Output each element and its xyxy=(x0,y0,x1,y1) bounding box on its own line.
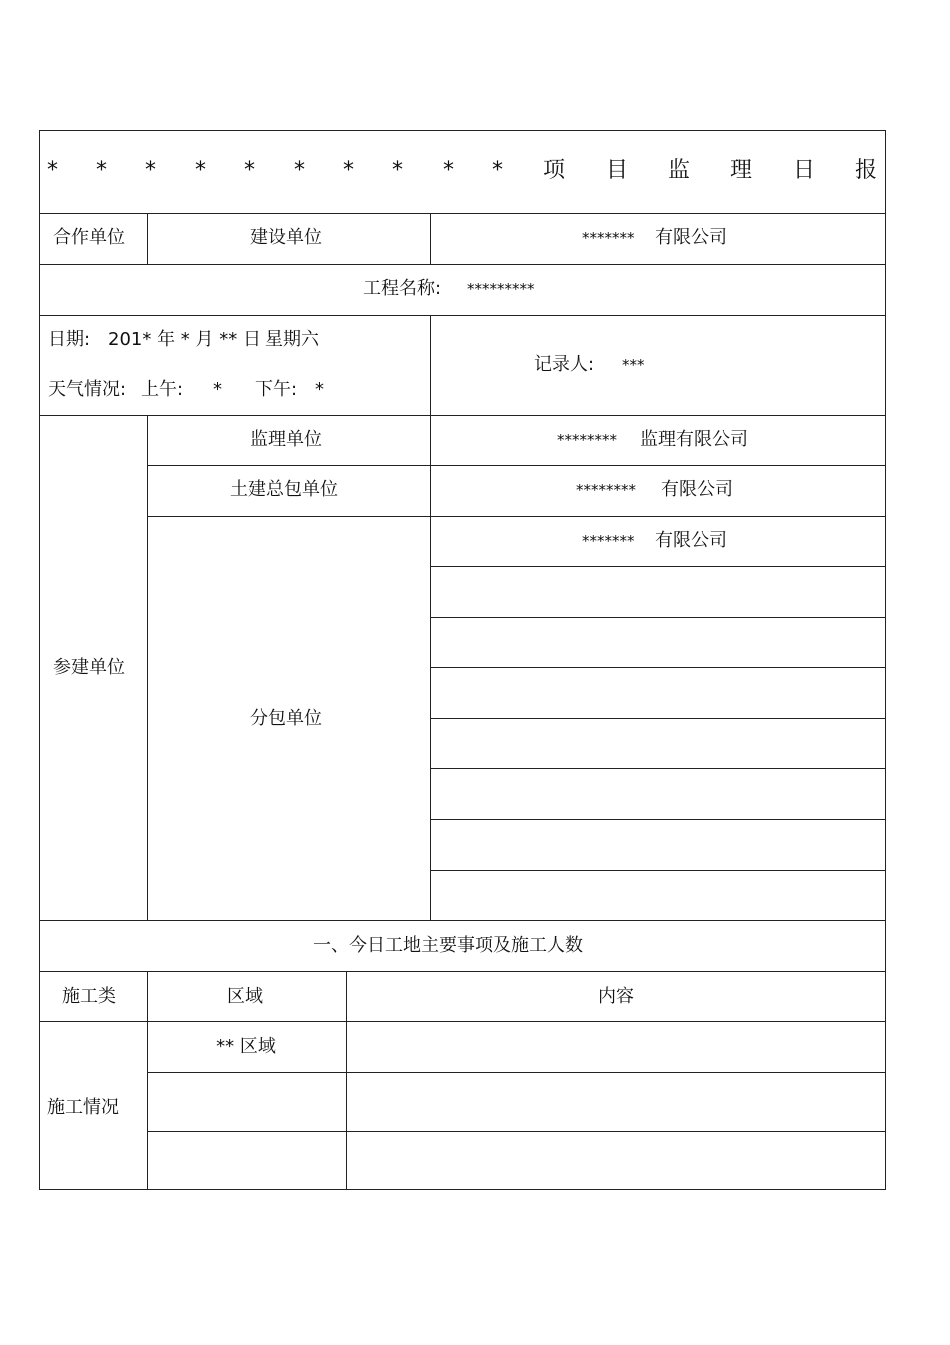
row-divider xyxy=(147,516,886,517)
section-heading: 一、今日工地主要事项及施工人数 xyxy=(313,935,583,956)
client-stars: ******* xyxy=(582,229,635,247)
column-header-area: 区域 xyxy=(227,986,263,1007)
project-label: 工程名称: xyxy=(363,278,442,299)
cooperation-label: 合作单位 xyxy=(53,227,125,248)
title-star: * xyxy=(244,158,255,183)
subcontractor-name: 有限公司 xyxy=(655,530,727,551)
weather-am-label: 上午: xyxy=(141,379,184,400)
row-divider xyxy=(430,617,886,618)
participants-label: 参建单位 xyxy=(53,657,125,678)
client-name: 有限公司 xyxy=(655,227,727,248)
col-divider xyxy=(430,213,431,264)
border-bottom xyxy=(39,1189,886,1190)
construction-status-label: 施工情况 xyxy=(47,1097,119,1118)
col-divider xyxy=(147,415,148,920)
row-divider xyxy=(39,415,886,416)
title-star: * xyxy=(392,158,403,183)
general-contractor-name: 有限公司 xyxy=(661,479,733,500)
row-divider xyxy=(39,315,886,316)
weather-label: 天气情况: xyxy=(48,379,127,400)
weather-pm-label: 下午: xyxy=(255,379,298,400)
row-divider xyxy=(430,768,886,769)
weather-am-value: * xyxy=(213,379,222,400)
title-char: 日 xyxy=(793,158,816,183)
recorder-label: 记录人: xyxy=(534,354,595,375)
col-divider xyxy=(430,315,431,920)
row-divider xyxy=(39,1021,886,1022)
row-divider xyxy=(430,667,886,668)
client-label: 建设单位 xyxy=(250,227,322,248)
border-right xyxy=(885,130,886,1190)
title-char: 监 xyxy=(668,158,691,183)
recorder-value: *** xyxy=(622,356,645,374)
daily-report-form xyxy=(39,130,886,1190)
title-star: * xyxy=(443,158,454,183)
project-value: ********* xyxy=(467,280,535,298)
row-divider xyxy=(39,920,886,921)
row-divider xyxy=(147,465,886,466)
subcontractor-stars: ******* xyxy=(582,532,635,550)
row-divider xyxy=(147,1131,886,1132)
report-title xyxy=(39,154,886,188)
title-star: * xyxy=(492,158,503,183)
column-header-type: 施工类 xyxy=(62,986,116,1007)
title-char: 目 xyxy=(606,158,629,183)
title-char: 项 xyxy=(543,158,566,183)
title-star: * xyxy=(195,158,206,183)
subcontractor-label: 分包单位 xyxy=(250,708,322,729)
general-contractor-stars: ******** xyxy=(576,481,636,499)
date-label: 日期: xyxy=(48,329,91,350)
title-char: 报 xyxy=(855,158,878,183)
title-char: 理 xyxy=(730,158,753,183)
col-divider xyxy=(147,213,148,264)
col-divider xyxy=(147,971,148,1189)
row-divider xyxy=(430,819,886,820)
date-value: 201* 年 * 月 ** 日 xyxy=(108,329,261,350)
supervision-label: 监理单位 xyxy=(250,429,322,450)
title-star: * xyxy=(47,158,58,183)
row-divider xyxy=(430,718,886,719)
column-header-content: 内容 xyxy=(598,986,634,1007)
title-star: * xyxy=(96,158,107,183)
border-top xyxy=(39,130,886,131)
row-divider xyxy=(39,213,886,214)
row-divider xyxy=(430,870,886,871)
row-divider xyxy=(39,971,886,972)
row-divider xyxy=(147,1072,886,1073)
title-star: * xyxy=(294,158,305,183)
border-left xyxy=(39,130,40,1190)
row-divider xyxy=(430,566,886,567)
supervision-stars: ******** xyxy=(557,431,617,449)
title-star: * xyxy=(145,158,156,183)
supervision-name: 监理有限公司 xyxy=(640,429,748,450)
general-contractor-label: 土建总包单位 xyxy=(230,479,338,500)
area-cell: ** 区域 xyxy=(216,1036,276,1057)
row-divider xyxy=(39,264,886,265)
title-star: * xyxy=(343,158,354,183)
date-weekday: 星期六 xyxy=(265,329,319,350)
weather-pm-value: * xyxy=(315,379,324,400)
col-divider xyxy=(346,971,347,1189)
